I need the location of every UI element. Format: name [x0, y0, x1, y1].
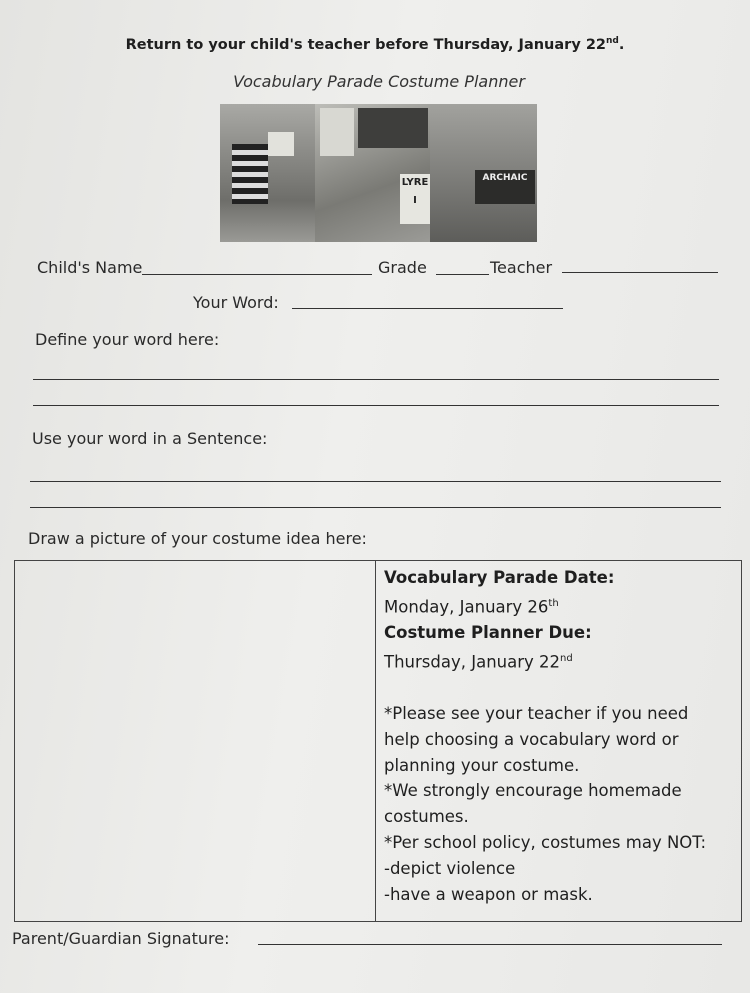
lyre-sign: LYRE [401, 177, 429, 188]
grade-label: Grade [378, 258, 427, 277]
draw-label: Draw a picture of your costume idea here: [28, 529, 367, 548]
document-title: Vocabulary Parade Costume Planner [233, 72, 525, 91]
definition-line-2[interactable] [33, 405, 719, 406]
costume-photo: LYRE I ARCHAIC [220, 104, 537, 242]
grade-field[interactable] [436, 274, 489, 275]
costume-box [14, 560, 742, 922]
return-instruction: Return to your child's teacher before Thursday, January 22nd. [125, 36, 625, 53]
definition-line-1[interactable] [33, 379, 719, 380]
child-name-label: Child's Name [37, 258, 143, 277]
signature-label: Parent/Guardian Signature: [12, 929, 230, 948]
sentence-line-2[interactable] [30, 507, 721, 508]
sentence-line-1[interactable] [30, 481, 721, 482]
your-word-label: Your Word: [193, 293, 279, 312]
define-label: Define your word here: [35, 330, 220, 349]
signature-field[interactable] [258, 944, 722, 945]
box-divider [375, 561, 376, 921]
archaic-sign: ARCHAIC [475, 170, 535, 204]
your-word-field[interactable] [292, 308, 563, 309]
teacher-field[interactable] [562, 272, 718, 273]
parade-info: Vocabulary Parade Date: Monday, January 26th Costume Planner Due: Thursday, January 22nd *Please see your teacher if you need help choosing a vocabulary word or planning your costume. *We strongly encourage homemade costumes. *Per school policy, costumes may NOT: -depict violence -have a weapon or mask. [384, 568, 707, 904]
teacher-label: Teacher [490, 258, 553, 277]
sentence-label: Use your word in a Sentence: [32, 429, 268, 448]
drawing-area[interactable] [15, 561, 375, 921]
child-name-field[interactable] [142, 274, 372, 275]
